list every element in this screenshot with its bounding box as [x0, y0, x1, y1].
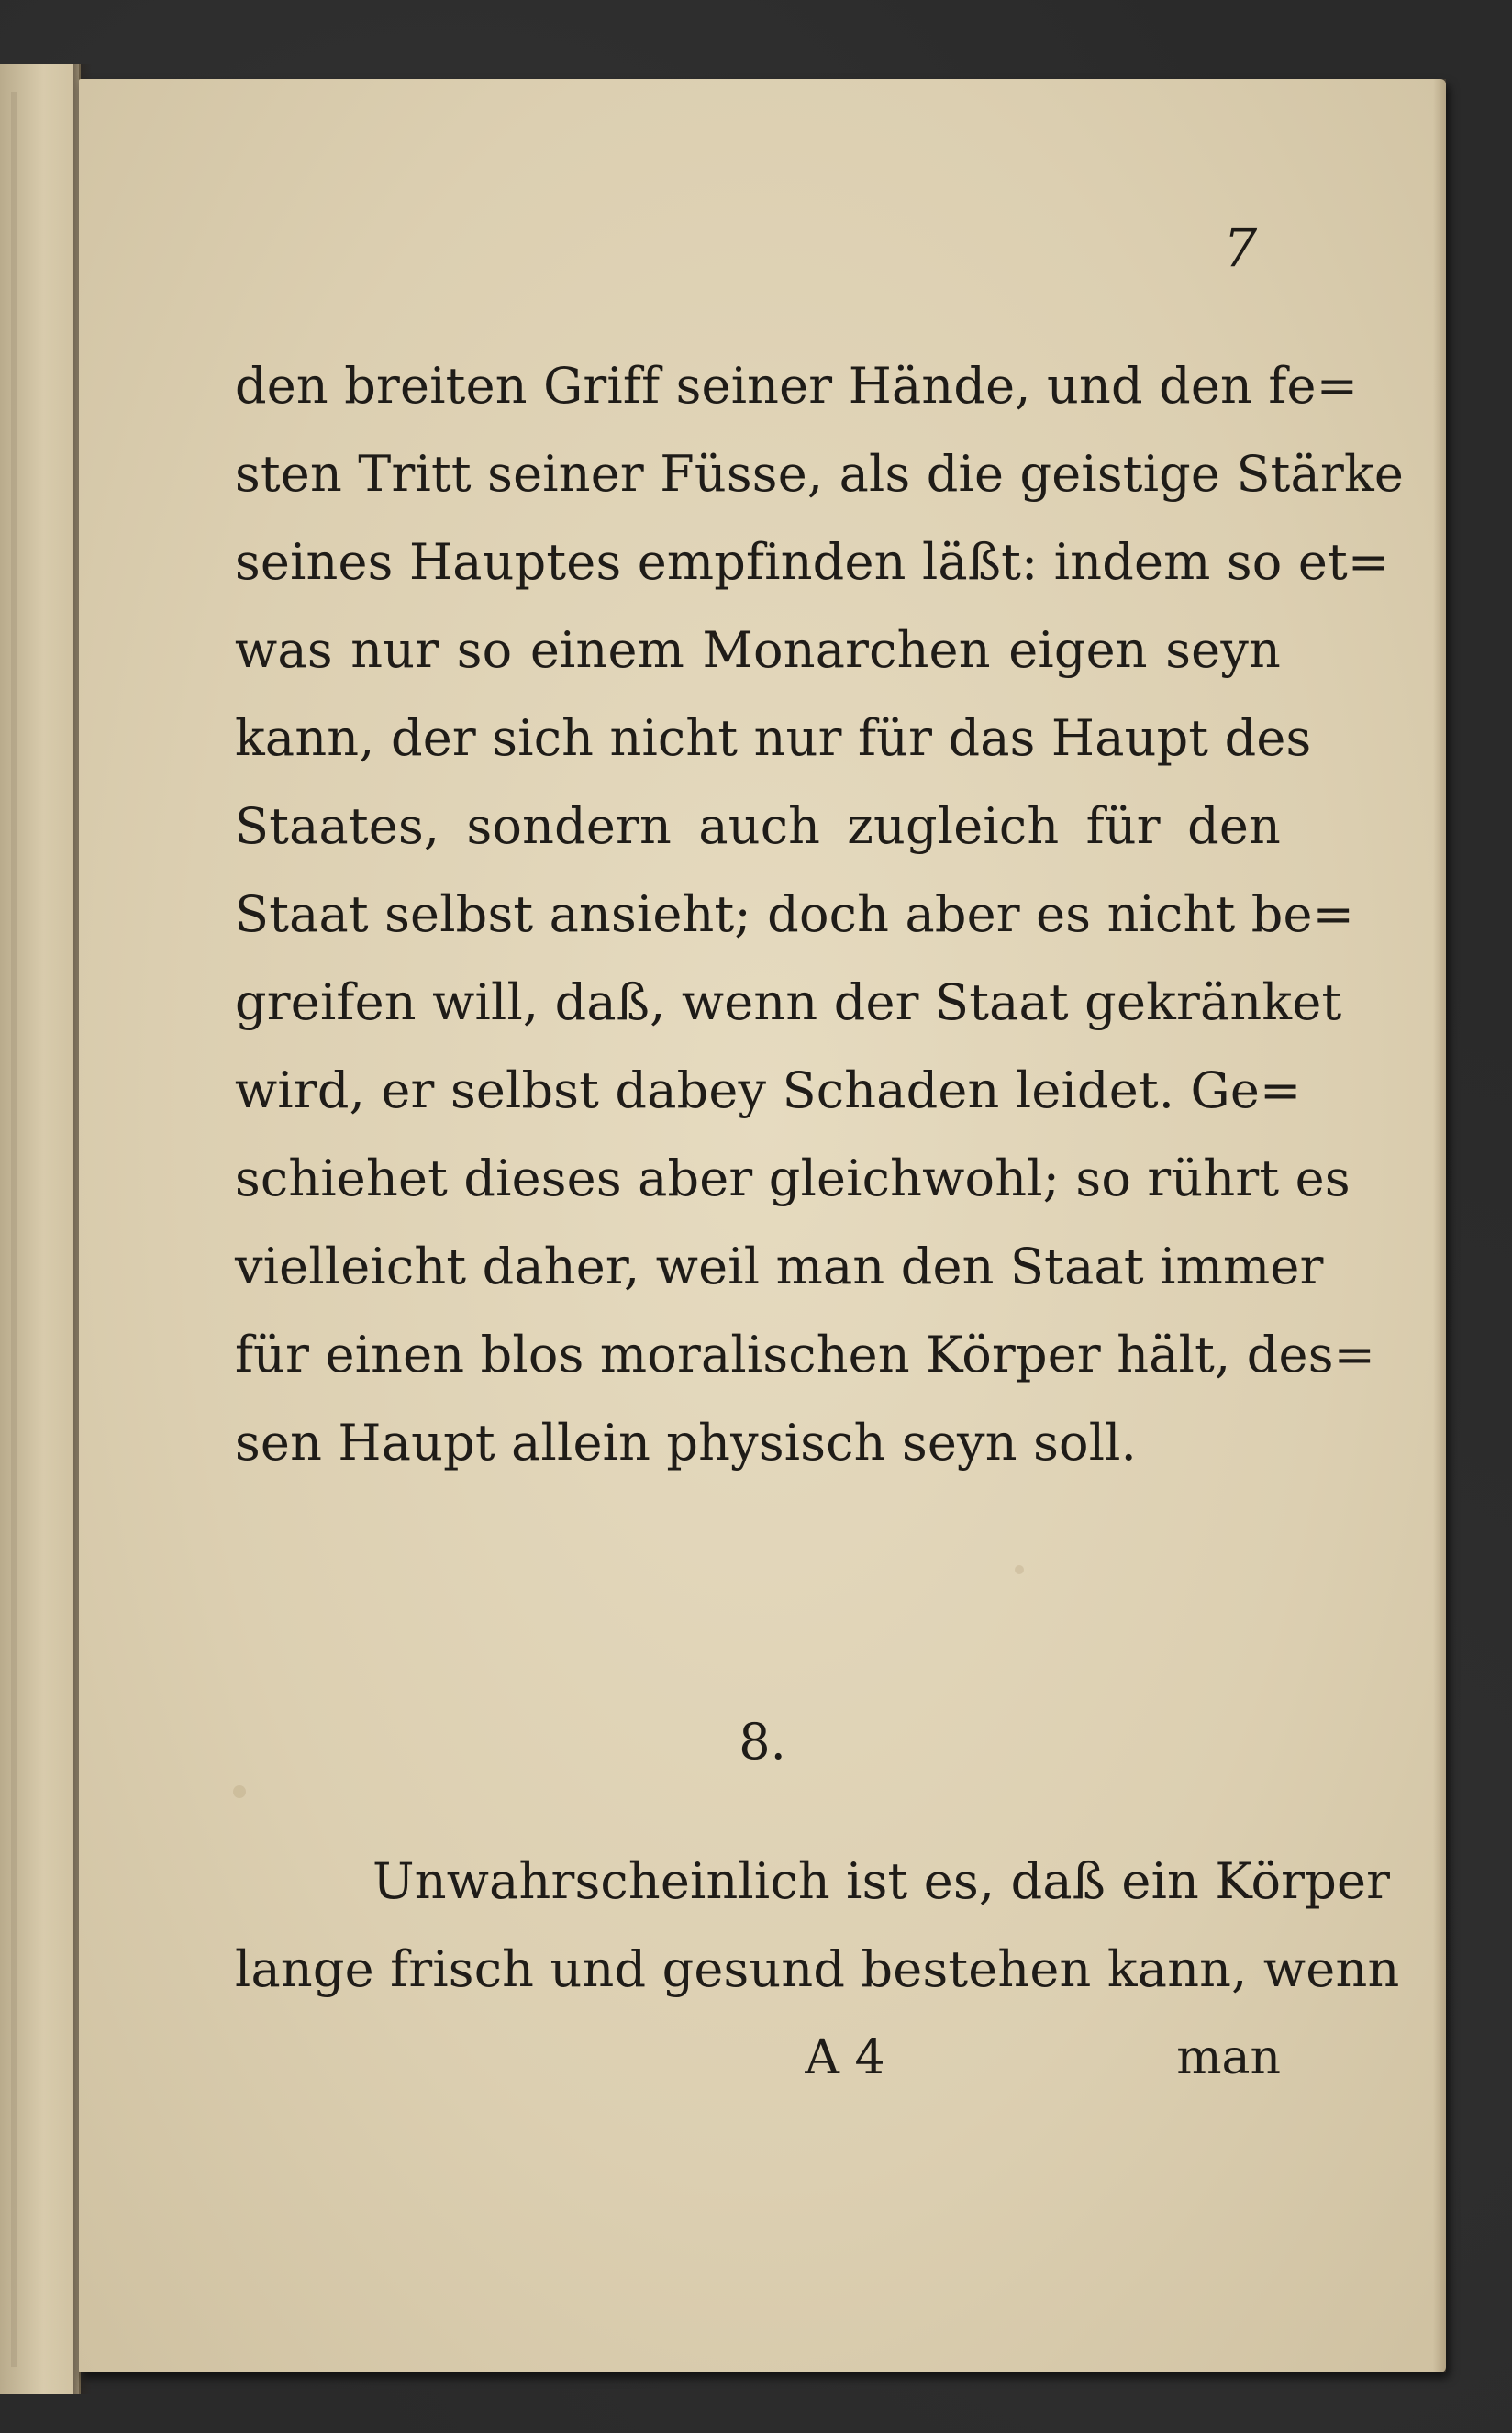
book-page — [79, 79, 1446, 2372]
left-page-shadow — [11, 92, 17, 2367]
text-line: seines Hauptes empfinden läßt: indem so et= — [235, 533, 1390, 591]
text-line: Staates, sondern auch zugleich für den — [235, 797, 1281, 855]
text-line: sen Haupt allein physisch seyn soll. — [235, 1414, 1137, 1472]
page-edge — [1433, 79, 1446, 2372]
text-line: für einen blos moralischen Körper hält, des= — [235, 1326, 1376, 1383]
paper-stain — [233, 1785, 246, 1798]
text-line: wird, er selbst dabey Schaden leidet. Ge= — [235, 1061, 1302, 1119]
page-number: 7 — [1223, 217, 1258, 279]
text-line: Unwahrscheinlich ist es, daß ein Körper — [372, 1852, 1391, 1910]
text-line: sten Tritt seiner Füsse, als die geistige Stärke — [235, 445, 1405, 503]
text-line: den breiten Griff seiner Hände, und den fe= — [235, 357, 1359, 415]
text-line: schiehet dieses aber gleichwohl; so rührt es — [235, 1150, 1351, 1207]
left-page-edge — [0, 64, 81, 2394]
text-line: kann, der sich nicht nur für das Haupt des — [235, 709, 1312, 767]
text-line: greifen will, daß, wenn der Staat gekränket — [235, 973, 1342, 1031]
section-number: 8. — [739, 1713, 786, 1771]
text-line: vielleicht daher, weil man den Staat immer — [235, 1238, 1324, 1295]
text-line: lange frisch und gesund bestehen kann, wenn — [235, 1940, 1400, 1998]
catchword: man — [1176, 2030, 1281, 2085]
text-line: was nur so einem Monarchen eigen seyn — [235, 621, 1281, 679]
paper-stain — [1015, 1565, 1024, 1574]
text-line: Staat selbst ansieht; doch aber es nicht be= — [235, 885, 1355, 943]
printer-signature: A 4 — [805, 2030, 885, 2085]
